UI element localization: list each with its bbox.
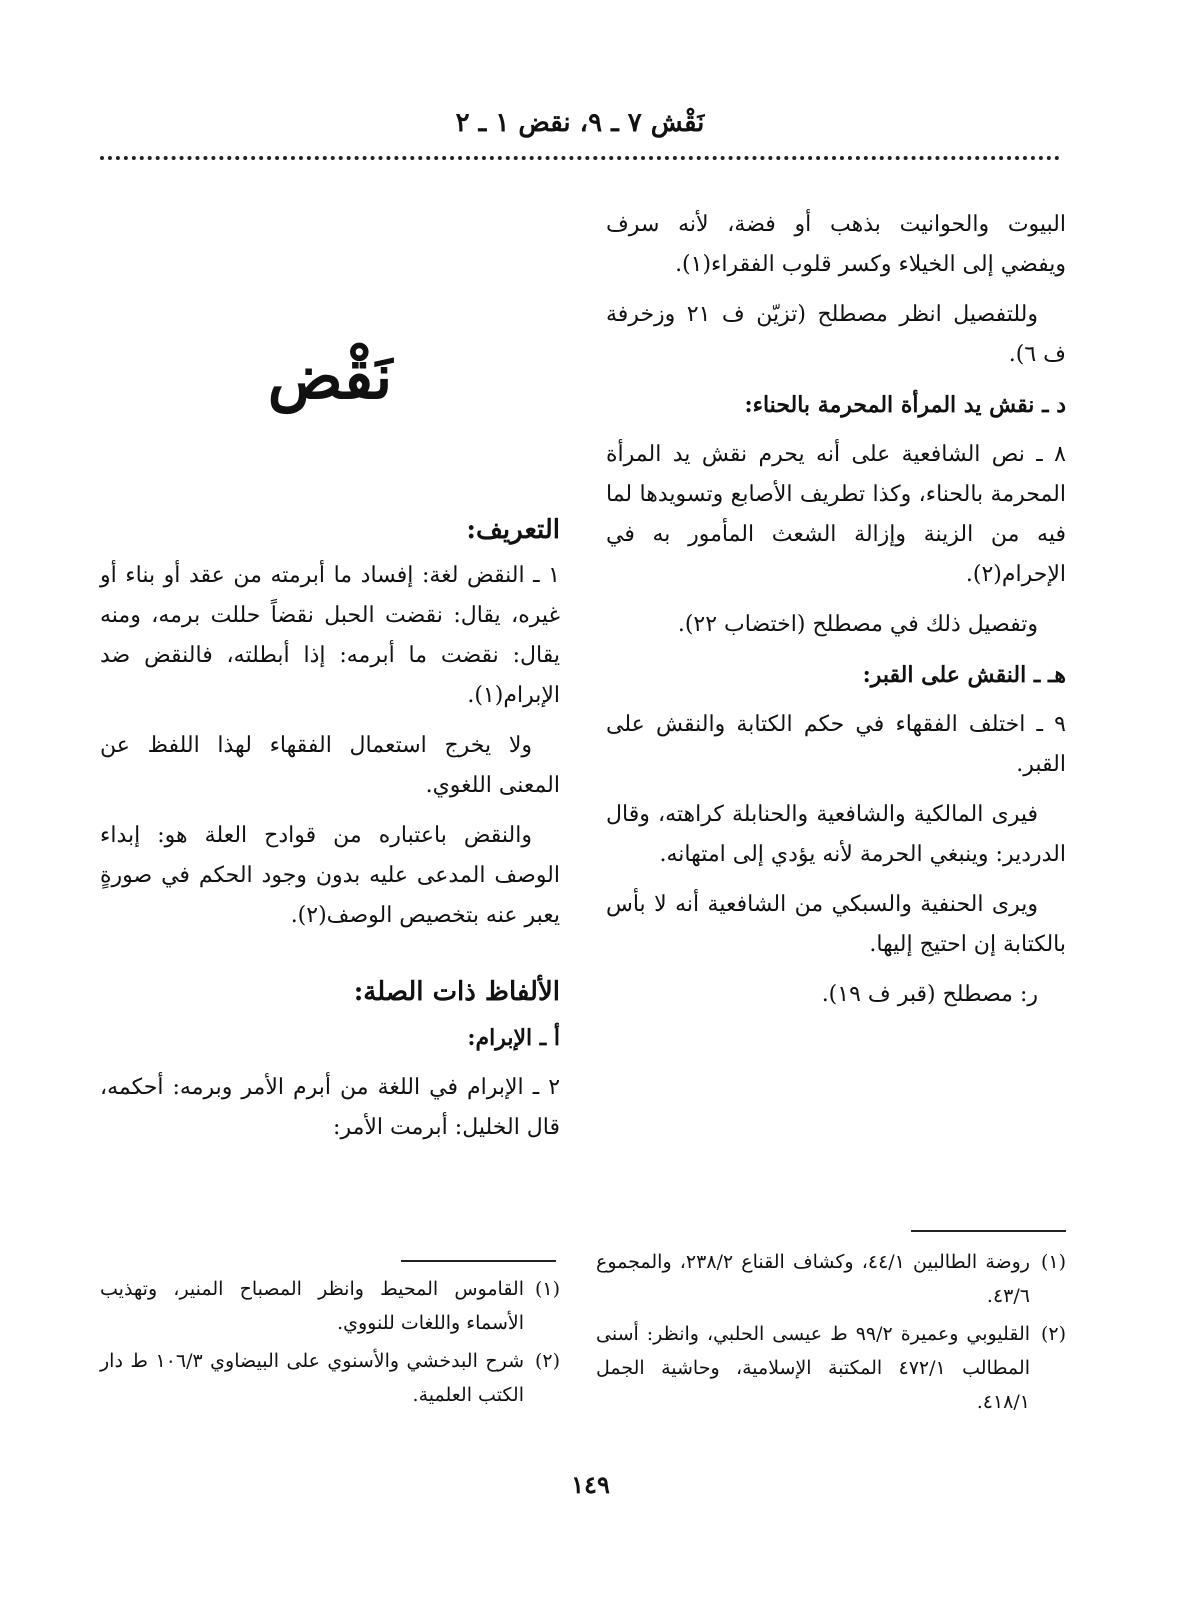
footnote-text: روضة الطالبين ٤٤/١، وكشاف القناع ٢٣٨/٢، والمجموع ٤٣/٦. (596, 1251, 1030, 1307)
footnote-text: شرح البدخشي والأسنوي على البيضاوي ١٠٦/٣ ط دار الكتب العلمية. (100, 1350, 524, 1406)
subheading: أ ـ الإبرام: (467, 1025, 560, 1051)
paragraph: ١ ـ النقض لغة: إفساد ما أبرمته من عقد أو بناء أو غيره، يقال: نقضت الحبل نقضاً حللت برمه، ومنه يقال: نقضت ما أبرمه: إذا أبطلته، فالنقض ضد الإبرام(١). (100, 563, 560, 708)
footnote-text: القليوبي وعميرة ٩٩/٢ ط عيسى الحلبي، وانظر: أسنى المطالب ٤٧٢/١ المكتبة الإسلامية، وحاشية الجمل ٤١٨/١. (596, 1323, 1031, 1413)
paragraph: ٩ ـ اختلف الفقهاء في حكم الكتابة والنقش على القبر. (606, 712, 1066, 777)
footnote-number: (١) (534, 1278, 560, 1300)
subheading: د ـ نقش يد المرأة المحرمة بالحناء: (744, 392, 1066, 418)
section-heading: الألفاظ ذات الصلة: (353, 977, 560, 1007)
paragraph: ر: مصطلح (قبر ف ١٩). (821, 982, 1038, 1007)
paragraph: البيوت والحوانيت بذهب أو فضة، لأنه سرف ويفضي إلى الخيلاء وكسر قلوب الفقراء(١). (606, 212, 1066, 277)
paragraph: ولا يخرج استعمال الفقهاء لهذا اللفظ عن المعنى اللغوي. (100, 733, 560, 798)
footnote (100, 1344, 560, 1412)
footnotes-right (596, 1245, 1066, 1423)
paragraph: والنقض باعتباره من قوادح العلة هو: إبداء الوصف المدعى عليه بدون وجود الحكم في صورةٍ يعبر عنه بتخصيص الوصف(٢). (100, 823, 560, 928)
footnote-rule (911, 1230, 1066, 1232)
page-number: ١٤٩ (571, 1470, 610, 1499)
footnote (596, 1245, 1066, 1313)
paragraph: ٨ ـ نص الشافعية على أنه يحرم نقش يد المرأة المحرمة بالحناء، وكذا تطريف الأصابع وتسويدها لما فيه من الزينة وإزالة الشعث المأمور به في الإحرام(٢). (606, 442, 1066, 587)
footnote-rule (401, 1260, 556, 1262)
footnote-number: (١) (1040, 1251, 1066, 1273)
paragraph: وللتفصيل انظر مصطلح (تزيّن ف ٢١ وزخرفة ف ٦). (606, 302, 1066, 367)
running-title: نَقْش ٧ ـ ٩، نقض ١ ـ ٢ (455, 108, 705, 138)
paragraph: ٢ ـ الإبرام في اللغة من أبرم الأمر وبرمه: أحكمه، قال الخليل: أبرمت الأمر: (100, 1075, 561, 1140)
entry-title: نَقْض (267, 340, 393, 413)
subheading: هـ ـ النقش على القبر: (862, 662, 1066, 688)
footnote-number: (٢) (534, 1350, 560, 1372)
footnote-number: (٢) (1040, 1323, 1067, 1345)
left-column (100, 510, 560, 1158)
footnote (100, 1272, 560, 1340)
footnotes-left (100, 1272, 560, 1416)
footnote (596, 1317, 1066, 1419)
paragraph: فيرى المالكية والشافعية والحنابلة كراهته، وقال الدردير: وينبغي الحرمة لأنه يؤدي إلى امتهانه. (606, 802, 1066, 867)
paragraph: ويرى الحنفية والسبكي من الشافعية أنه لا بأس بالكتابة إن احتيج إليها. (606, 892, 1066, 957)
header-dotted-rule (100, 156, 1060, 160)
footnote-text: القاموس المحيط وانظر المصباح المنير، وتهذيب الأسماء واللغات للنووي. (100, 1278, 524, 1334)
section-heading: التعريف: (466, 515, 560, 545)
right-column (606, 205, 1066, 1025)
paragraph: وتفصيل ذلك في مصطلح (اختضاب ٢٢). (677, 612, 1038, 637)
